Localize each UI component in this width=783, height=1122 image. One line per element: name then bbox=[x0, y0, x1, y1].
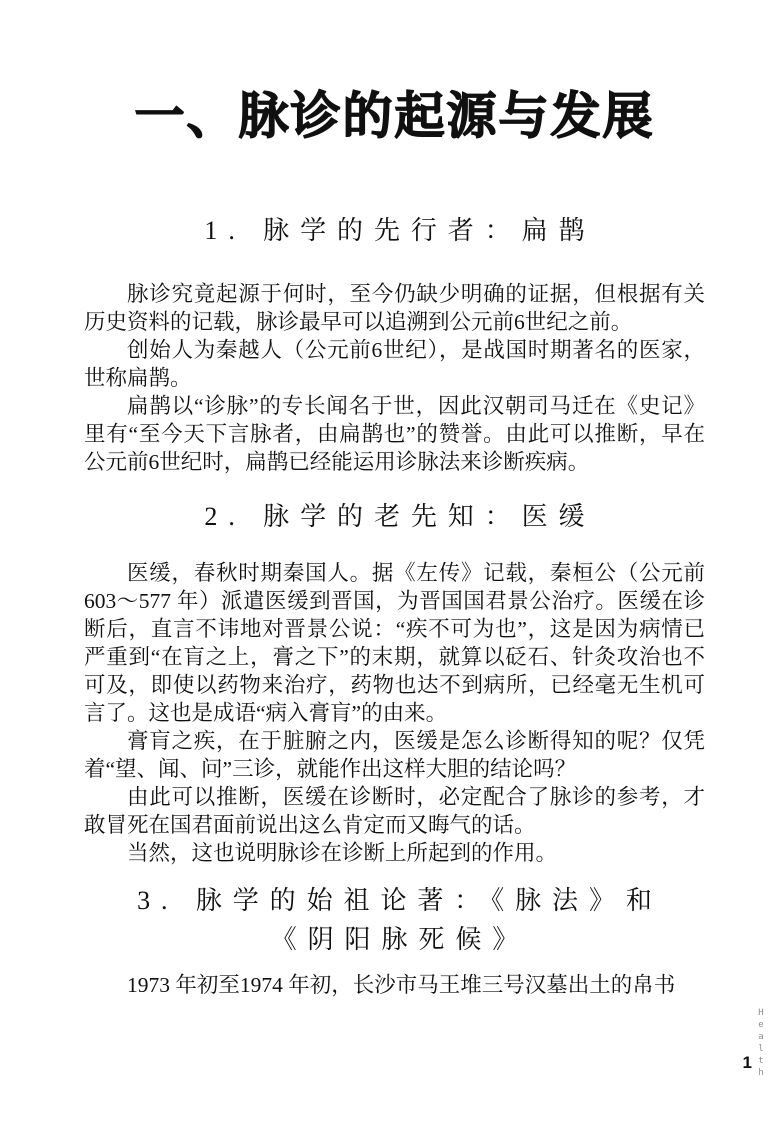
paragraph: 膏肓之疾，在于脏腑之内，医缓是怎么诊断得知的呢？仅凭着“望、闻、问”三诊，就能作出这样大胆的结论吗？ bbox=[84, 728, 705, 781]
page-number: 1 bbox=[742, 1053, 752, 1072]
section-3-heading bbox=[84, 881, 705, 959]
paragraph: 1973 年初至1974 年初，长沙市马王堆三号汉墓出土的帛书 bbox=[127, 972, 676, 997]
chapter-title: 一、脉诊的起源与发展 bbox=[134, 87, 655, 145]
section-2-heading: 2. 脉学的老先知：医缓 bbox=[204, 501, 596, 531]
page-content bbox=[0, 88, 783, 999]
edge-watermark-text: Health bbox=[756, 1008, 766, 1080]
paragraph: 脉诊究竟起源于何时，至今仍缺少明确的证据，但根据有关历史资料的记载，脉诊最早可以追溯到公元前6世纪之前。 bbox=[84, 281, 705, 334]
paragraph: 创始人为秦越人（公元前6世纪），是战国时期著名的医家，世称扁鹊。 bbox=[84, 337, 705, 390]
section-3-heading-line-1: 3. 脉学的始祖论著：《脉法》和 bbox=[137, 885, 663, 915]
paragraph: 由此可以推断，医缓在诊断时，必定配合了脉诊的参考，才敢冒死在国君面前说出这么肯定而又晦气的话。 bbox=[84, 784, 705, 837]
section-1-heading: 1. 脉学的先行者：扁鹊 bbox=[204, 215, 596, 245]
section-pulse-prophet bbox=[84, 496, 705, 867]
section-pulse-pioneer bbox=[84, 210, 705, 476]
paragraph: 扁鹊以“诊脉”的专长闻名于世，因此汉朝司马迁在《史记》里有“至今天下言脉者，由扁鹊也”的赞誉。由此可以推断，早在公元前6世纪时，扁鹊已经能运用诊脉法来诊断疾病。 bbox=[84, 393, 705, 474]
section-founding-treatises bbox=[84, 881, 705, 999]
paragraph: 医缓，春秋时期秦国人。据《左传》记载，秦桓公（公元前603～577 年）派遣医缓到晋国，为晋国国君景公治疗。医缓在诊断后，直言不讳地对晋景公说：“疾不可为也”，这是因为病情已严重到“在肓之上，膏之下”的末期，就算以砭石、针灸攻治也不可及，即使以药物来治疗，药物也达不到病所，已经毫无生机可言了。这也是成语“病入膏肓”的由来。 bbox=[84, 560, 705, 725]
section-3-heading-line-2: 《阴阳脉死候》 bbox=[270, 924, 530, 954]
paragraph: 当然，这也说明脉诊在诊断上所起到的作用。 bbox=[127, 840, 558, 865]
